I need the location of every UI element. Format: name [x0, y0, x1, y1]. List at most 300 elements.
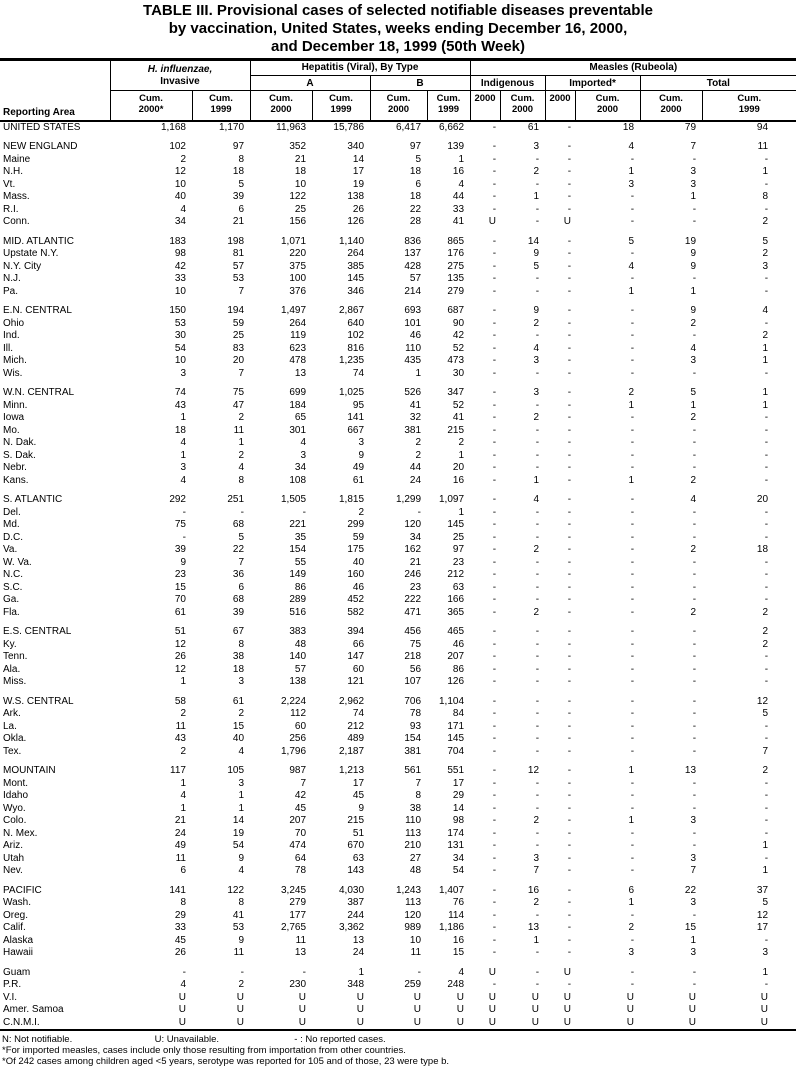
value-cell: 3: [238, 676, 245, 687]
value-cell: 48: [294, 638, 307, 650]
value-cell: 1: [238, 802, 245, 814]
value-cell: -: [630, 153, 635, 165]
value-cell: 2: [762, 626, 769, 637]
value-cell: -: [535, 966, 540, 978]
value-cell: 93: [409, 720, 422, 732]
value-cell: -: [535, 947, 540, 958]
value-cell: 6: [628, 884, 635, 896]
value-cell: -: [535, 367, 540, 379]
value-cell: 210: [404, 840, 422, 851]
value-cell: 1: [458, 153, 465, 165]
value-cell: 9: [533, 305, 540, 316]
value-cell: 121: [347, 676, 365, 687]
value-cell: 5: [415, 153, 422, 165]
value-cell: 1: [533, 474, 540, 486]
value-cell: 138: [347, 191, 365, 202]
value-cell: 23: [452, 556, 465, 568]
value-cell: -: [567, 581, 572, 593]
value-cell: 42: [174, 260, 186, 272]
value-cell: 264: [347, 248, 365, 259]
value-cell: U: [488, 966, 497, 978]
value-cell: 2: [628, 387, 635, 398]
value-cell: 78: [294, 865, 307, 876]
value-cell: 23: [409, 581, 422, 593]
value-cell: 474: [289, 840, 307, 851]
value-cell: -: [567, 153, 572, 165]
value-cell: -: [692, 556, 697, 568]
table-row: [0, 922, 796, 935]
reporting-area-cell: Wyo.: [3, 802, 26, 814]
value-cell: -: [567, 934, 572, 946]
value-cell: -: [764, 720, 769, 732]
value-cell: -: [492, 474, 497, 486]
value-cell: 1,071: [280, 235, 307, 247]
reporting-area-cell: NEW ENGLAND: [3, 141, 78, 152]
value-cell: -: [567, 519, 572, 530]
value-cell: 1: [180, 449, 186, 461]
reporting-area-cell: MID. ATLANTIC: [3, 235, 74, 247]
value-cell: -: [567, 852, 572, 864]
value-cell: -: [692, 733, 697, 744]
value-cell: 46: [409, 330, 422, 341]
value-cell: -: [692, 840, 697, 851]
value-cell: 39: [232, 191, 245, 202]
reporting-area-cell: Mo.: [3, 424, 20, 436]
table-row: [0, 935, 796, 948]
value-cell: -: [692, 462, 697, 473]
value-cell: 18: [294, 166, 307, 177]
value-cell: 3: [300, 449, 307, 461]
value-cell: 33: [452, 203, 465, 215]
table-row: [0, 708, 796, 721]
value-cell: 2: [533, 166, 540, 177]
value-cell: -: [492, 708, 497, 719]
value-cell: 9: [690, 305, 697, 316]
value-cell: -: [492, 569, 497, 580]
value-cell: 1,497: [280, 305, 307, 316]
value-cell: -: [492, 606, 497, 618]
value-cell: 220: [289, 248, 307, 259]
value-cell: -: [182, 506, 186, 518]
value-cell: -: [630, 273, 635, 284]
value-cell: -: [182, 966, 186, 978]
value-cell: -: [535, 676, 540, 687]
value-cell: 1: [762, 399, 769, 411]
value-cell: 46: [352, 581, 365, 593]
reporting-area-cell: E.N. CENTRAL: [3, 305, 72, 316]
value-cell: -: [630, 556, 635, 568]
value-cell: 45: [352, 790, 365, 801]
reporting-area-cell: S. Dak.: [3, 449, 36, 461]
table-row: [0, 544, 796, 557]
value-cell: 60: [294, 720, 307, 732]
value-cell: 2: [458, 437, 465, 448]
value-cell: 160: [347, 569, 365, 580]
value-cell: 34: [452, 852, 465, 864]
value-cell: 15,786: [333, 121, 365, 133]
value-cell: 15: [684, 922, 697, 933]
legend-no-reported-cases: - : No reported cases.: [294, 1034, 386, 1045]
value-cell: 8: [180, 897, 186, 908]
value-cell: 194: [227, 305, 245, 316]
value-cell: 52: [452, 399, 465, 411]
value-cell: 48: [409, 865, 422, 876]
value-cell: -: [535, 708, 540, 719]
value-cell: -: [630, 330, 635, 341]
value-cell: 138: [289, 676, 307, 687]
table-row: [0, 305, 796, 318]
value-cell: -: [764, 462, 769, 473]
value-cell: 40: [352, 556, 365, 568]
value-cell: -: [240, 966, 245, 978]
value-cell: 456: [404, 626, 422, 637]
value-cell: 516: [289, 606, 307, 618]
value-cell: -: [567, 708, 572, 719]
table-row: [0, 494, 796, 507]
footnote-serotype: *Of 242 cases among children aged <5 years, serotype was reported for 105 and of those, 23 were type b.: [2, 1056, 450, 1067]
value-cell: 1,243: [395, 884, 422, 896]
value-cell: -: [692, 651, 697, 662]
value-cell: -: [764, 594, 769, 605]
value-cell: -: [567, 494, 572, 505]
value-cell: -: [492, 897, 497, 908]
value-cell: 279: [447, 285, 465, 297]
value-cell: U: [236, 1004, 245, 1015]
value-cell: U: [563, 991, 572, 1003]
value-cell: -: [567, 141, 572, 152]
value-cell: -: [630, 733, 635, 744]
value-cell: 212: [447, 569, 465, 580]
reporting-area-cell: Oreg.: [3, 909, 29, 921]
reporting-area-cell: Mich.: [3, 355, 27, 366]
value-cell: -: [492, 437, 497, 448]
footnotes: [0, 1031, 796, 1067]
value-cell: 1: [238, 437, 245, 448]
value-cell: 1,815: [338, 494, 365, 505]
value-cell: -: [492, 765, 497, 776]
value-cell: -: [692, 216, 697, 227]
value-cell: 145: [347, 273, 365, 284]
value-cell: 15: [232, 720, 245, 732]
value-cell: 10: [174, 285, 186, 297]
value-cell: 2,187: [338, 745, 365, 757]
value-cell: 25: [232, 330, 245, 341]
value-cell: 3: [533, 141, 540, 152]
value-cell: -: [492, 934, 497, 946]
value-cell: -: [492, 651, 497, 662]
section-spacer: [0, 960, 796, 967]
value-cell: 112: [290, 708, 307, 719]
value-cell: U: [563, 966, 572, 978]
reporting-area-header: Reporting Area: [0, 60, 110, 121]
value-cell: 2,867: [338, 305, 365, 316]
reporting-area-cell: V.I.: [3, 991, 18, 1003]
value-cell: 2: [415, 437, 422, 448]
value-cell: U: [531, 991, 540, 1003]
value-cell: -: [567, 676, 572, 687]
value-cell: U: [356, 1016, 365, 1028]
value-cell: 25: [294, 203, 307, 215]
table-row: [0, 191, 796, 204]
value-cell: -: [630, 437, 635, 448]
value-cell: 145: [447, 519, 465, 530]
value-cell: -: [492, 424, 497, 436]
value-cell: 119: [290, 330, 307, 341]
value-cell: -: [630, 606, 635, 618]
value-cell: 7: [690, 141, 697, 152]
value-cell: 2: [415, 449, 422, 461]
value-cell: 52: [452, 342, 465, 354]
value-cell: -: [535, 462, 540, 473]
value-cell: -: [492, 141, 497, 152]
value-cell: 110: [405, 815, 422, 826]
value-cell: -: [567, 544, 572, 555]
value-cell: 98: [174, 248, 186, 259]
table-row: [0, 721, 796, 734]
value-cell: -: [692, 638, 697, 650]
value-cell: 4: [180, 790, 186, 801]
value-cell: 59: [352, 531, 365, 543]
value-cell: 3: [690, 166, 697, 177]
value-cell: -: [492, 285, 497, 297]
reporting-area-cell: Conn.: [3, 216, 30, 227]
table-title-line-2: by vaccination, United States, weeks ending December 16, 2000,: [168, 20, 628, 37]
value-cell: 8: [238, 897, 245, 908]
value-cell: 489: [347, 733, 365, 744]
value-cell: 1,213: [338, 765, 365, 776]
value-cell: 383: [289, 626, 307, 637]
reporting-area-cell: Miss.: [3, 676, 27, 687]
value-cell: -: [535, 626, 540, 637]
value-cell: 56: [409, 663, 422, 675]
value-cell: -: [692, 330, 697, 341]
value-cell: 11: [175, 852, 186, 864]
value-cell: 1: [762, 342, 769, 354]
value-cell: U: [178, 1016, 186, 1028]
value-cell: 2: [238, 412, 245, 423]
value-cell: 61: [527, 121, 540, 133]
reporting-area-cell: Ark.: [3, 708, 21, 719]
value-cell: -: [567, 285, 572, 297]
value-cell: 14: [452, 802, 465, 814]
value-cell: 1,097: [439, 494, 465, 505]
table-row: [0, 532, 796, 545]
value-cell: 1: [180, 777, 186, 789]
value-cell: -: [630, 663, 635, 675]
value-cell: -: [302, 966, 307, 978]
value-cell: -: [567, 355, 572, 366]
value-cell: 12: [527, 765, 540, 776]
reporting-area-cell: Tex.: [3, 745, 22, 757]
value-cell: 25: [452, 531, 465, 543]
value-cell: -: [692, 581, 697, 593]
value-cell: 7: [415, 777, 422, 789]
value-cell: -: [492, 330, 497, 341]
value-cell: 113: [405, 897, 422, 908]
value-cell: 2: [533, 317, 540, 329]
value-cell: 117: [170, 765, 186, 776]
value-cell: 3: [762, 260, 769, 272]
value-cell: 12: [756, 909, 769, 921]
value-cell: 20: [452, 462, 465, 473]
table-row: [0, 865, 796, 878]
value-cell: 11: [410, 947, 422, 958]
reporting-area-cell: Hawaii: [3, 947, 34, 958]
value-cell: -: [692, 708, 697, 719]
value-cell: 184: [289, 399, 307, 411]
value-cell: -: [630, 852, 635, 864]
value-cell: -: [492, 191, 497, 202]
value-cell: 3: [180, 367, 186, 379]
value-cell: 108: [289, 474, 307, 486]
table-row: [0, 815, 796, 828]
value-cell: 10: [409, 934, 422, 946]
value-cell: -: [630, 720, 635, 732]
value-cell: 1: [628, 166, 635, 177]
value-cell: -: [567, 606, 572, 618]
reporting-area-cell: R.I.: [3, 203, 19, 215]
value-cell: 41: [409, 399, 422, 411]
value-cell: 141: [169, 884, 186, 896]
legend-not-notifiable: N: Not notifiable.: [2, 1034, 73, 1045]
value-cell: 26: [352, 203, 365, 215]
value-cell: 14: [527, 235, 540, 247]
value-cell: U: [298, 1016, 307, 1028]
value-cell: 68: [232, 594, 245, 605]
value-cell: -: [630, 708, 635, 719]
value-cell: 3: [180, 462, 186, 473]
value-cell: -: [182, 531, 186, 543]
value-cell: 26: [174, 651, 186, 662]
value-cell: 143: [347, 865, 365, 876]
value-cell: -: [535, 720, 540, 732]
value-cell: 126: [347, 216, 365, 227]
reporting-area-cell: PACIFIC: [3, 884, 42, 896]
value-cell: 113: [405, 827, 422, 839]
value-cell: 75: [174, 519, 186, 530]
value-cell: 2,962: [338, 695, 365, 707]
value-cell: 74: [352, 708, 365, 719]
value-cell: 2: [533, 897, 540, 908]
value-cell: 166: [447, 594, 465, 605]
table-row: [0, 437, 796, 450]
reporting-area-cell: N.J.: [3, 273, 21, 284]
reporting-area-cell: Nebr.: [3, 462, 27, 473]
table-row: [0, 803, 796, 816]
table-row: [0, 594, 796, 607]
value-cell: U: [626, 1004, 635, 1015]
value-cell: 17: [756, 922, 769, 933]
value-cell: 14: [352, 153, 365, 165]
value-cell: 53: [174, 317, 186, 329]
value-cell: 4: [690, 342, 697, 354]
value-cell: 7: [238, 367, 245, 379]
value-cell: -: [492, 695, 497, 707]
table-row: [0, 261, 796, 274]
reporting-area-cell: Pa.: [3, 285, 19, 297]
value-cell: 623: [289, 342, 307, 354]
value-cell: -: [567, 733, 572, 744]
reporting-area-cell: Del.: [3, 506, 21, 518]
reporting-area-cell: S. ATLANTIC: [3, 494, 63, 505]
value-cell: 3: [533, 387, 540, 398]
value-cell: 215: [347, 815, 365, 826]
value-cell: -: [567, 531, 572, 543]
value-cell: 46: [452, 638, 465, 650]
value-cell: 22: [684, 884, 697, 896]
value-cell: 147: [347, 651, 365, 662]
value-cell: 1,104: [439, 695, 465, 707]
value-cell: -: [492, 531, 497, 543]
table-row: [0, 273, 796, 286]
value-cell: 21: [232, 216, 245, 227]
value-cell: 3: [533, 355, 540, 366]
value-cell: 70: [174, 594, 186, 605]
value-cell: 59: [232, 317, 245, 329]
value-cell: 11: [295, 934, 307, 946]
table-row: [0, 1017, 796, 1031]
value-cell: 8: [415, 790, 422, 801]
column-header: Cum. 2000: [370, 91, 427, 121]
value-cell: 30: [452, 367, 465, 379]
value-cell: 471: [404, 606, 422, 618]
value-cell: U: [760, 1016, 769, 1028]
value-cell: 94: [756, 121, 769, 133]
value-cell: 9: [690, 260, 697, 272]
value-cell: -: [535, 802, 540, 814]
section-spacer: [0, 229, 796, 236]
table-row: [0, 853, 796, 866]
value-cell: -: [492, 203, 497, 215]
value-cell: 13: [352, 934, 365, 946]
value-cell: 57: [294, 663, 307, 675]
value-cell: 20: [756, 494, 769, 505]
table-row: [0, 368, 796, 381]
reporting-area-cell: Ky.: [3, 638, 17, 650]
value-cell: 81: [232, 248, 245, 259]
section-spacer: [0, 758, 796, 765]
value-cell: 381: [404, 424, 422, 436]
reporting-area-cell: Okla.: [3, 733, 27, 744]
value-cell: 4: [180, 203, 186, 215]
value-cell: 176: [447, 248, 465, 259]
value-cell: 4: [628, 260, 635, 272]
value-cell: 2: [180, 153, 186, 165]
value-cell: -: [535, 531, 540, 543]
value-cell: 38: [409, 802, 422, 814]
measles-imported-subheader: Imported*: [545, 76, 640, 91]
value-cell: 3: [628, 178, 635, 190]
value-cell: 51: [352, 827, 365, 839]
value-cell: -: [764, 651, 769, 662]
value-cell: 100: [289, 273, 307, 284]
value-cell: 1: [628, 399, 635, 411]
value-cell: 1,140: [338, 235, 365, 247]
value-cell: -: [567, 827, 572, 839]
table-row: [0, 840, 796, 853]
value-cell: 1: [415, 367, 422, 379]
value-cell: 6: [238, 203, 245, 215]
value-cell: 1,796: [280, 745, 307, 757]
value-cell: 21: [409, 556, 422, 568]
value-cell: 49: [174, 840, 186, 851]
value-cell: -: [630, 581, 635, 593]
column-header: Cum. 2000: [640, 91, 702, 121]
value-cell: 70: [294, 827, 307, 839]
value-cell: 2: [762, 606, 769, 618]
value-cell: 29: [452, 790, 465, 801]
reporting-area-cell: P.R.: [3, 979, 22, 990]
